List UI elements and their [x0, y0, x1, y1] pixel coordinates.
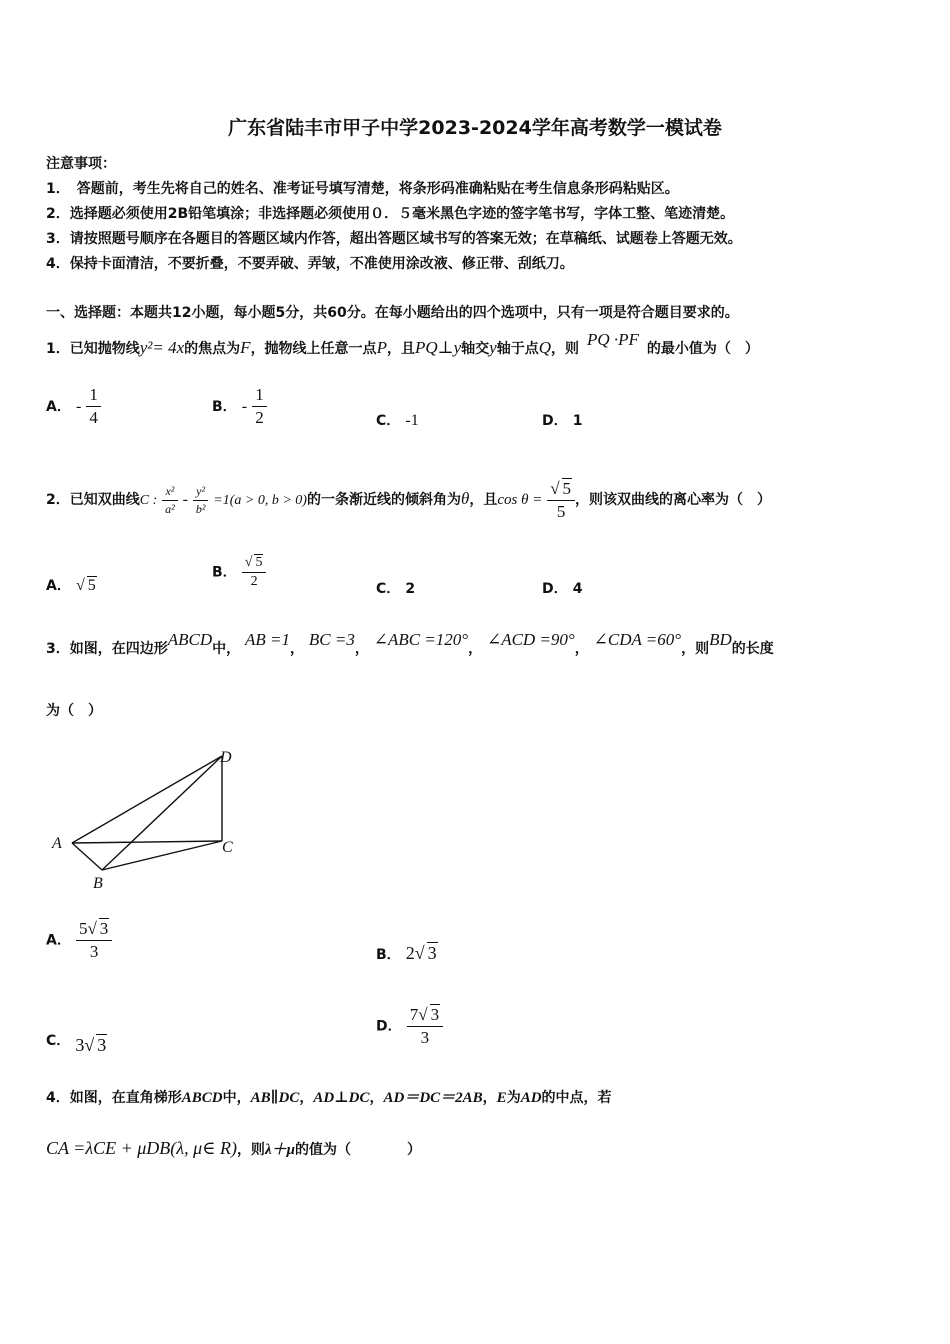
q2-option-d: D． 4 — [542, 581, 583, 597]
label-a: A — [52, 835, 62, 852]
label-b: B — [93, 875, 103, 892]
edge-ac — [72, 841, 222, 843]
quadrilateral-figure — [40, 740, 260, 900]
question-3-cont: 为（ ） — [46, 703, 102, 719]
q3-option-c: C． 3√ 3 — [46, 1033, 107, 1055]
notice-item-3: 3．请按照题号顺序在各题目的答题区域内作答，超出答题区域书写的答案无效；在草稿纸、试题卷上答题无效。 — [46, 231, 742, 247]
notice-item-4: 4．保持卡面清洁，不要折叠，不要弄破、弄皱，不准使用涂改液、修正带、刮纸刀。 — [46, 256, 574, 272]
question-4: 4．如图，在直角梯形ABCD中，AB∥DC，AD⊥DC，AD＝DC＝2AB，E为AD的中点，若 — [46, 1090, 612, 1106]
edge-ad — [72, 756, 222, 843]
question-1: 1．已知抛物线y²= 4x的焦点为F，抛物线上任意一点P，且PQ⊥y轴交y轴于点Q，则 PQ ·PF 的最小值为（ ） — [46, 330, 759, 357]
edge-bc — [102, 841, 222, 870]
edge-ab — [72, 843, 102, 870]
edge-bd — [102, 756, 222, 870]
q2-option-c: C． 2 — [376, 581, 416, 597]
q1-option-d: D． 1 — [542, 413, 583, 429]
q3-option-d: D． $\frac{7√ 3}{3}$ — [376, 1004, 443, 1048]
section-heading: 一、选择题：本题共12小题，每小题5分，共60分。在每小题给出的四个选项中，只有一项是符合题目要求的。 — [46, 305, 739, 321]
question-4-cont: CA =λCE + μDB(λ, μ∈ R)，则λ＋μ的值为（ ） — [46, 1138, 421, 1158]
q1-option-b: B． - $\frac{1}{2}$ — [212, 385, 267, 428]
notice-item-2: 2．选择题必须使用2B铅笔填涂；非选择题必须使用０．５毫米黑色字迹的签字笔书写，字体工整、笔迹清楚。 — [46, 206, 735, 222]
q1-option-a: A． - $\frac{1}{4}$ — [46, 385, 101, 428]
question-3: 3．如图，在四边形ABCD中， AB =1， BC =3， ∠ABC =120°， ∠ACD =90°， ∠CDA =60°，则BD的长度 — [46, 630, 774, 657]
q2-option-b: B． $\frac{√ 5}{2}$ — [212, 554, 266, 590]
label-c: C — [222, 839, 233, 856]
label-d: D — [220, 749, 232, 766]
notice-item-1: 1． 答题前，考生先将自己的姓名、准考证号填写清楚，将条形码准确粘贴在考生信息条形码粘贴区。 — [46, 181, 679, 197]
q1-option-c: C． -1 — [376, 412, 419, 429]
q2-option-a: A． √ 5 — [46, 577, 96, 594]
question-2: 2．已知双曲线C : $\frac{\text{x²}}{\text{a²}}$ - $\frac{\text{y²}}{\text{b²}}$ =1(a > 0, b > 0)的一条渐近线的倾斜角为θ，且cos θ = $\frac{√ 5}{5}$ ，则该双曲线的离心率为（ ） — [46, 479, 772, 521]
q3-option-b: B． 2√ 3 — [376, 943, 437, 963]
page-title: 广东省陆丰市甲子中学2023-2024学年高考数学一模试卷 — [228, 117, 722, 139]
q3-option-a: A． $\frac{5√ 3}{3}$ — [46, 918, 112, 962]
notice-heading: 注意事项： — [46, 156, 116, 172]
